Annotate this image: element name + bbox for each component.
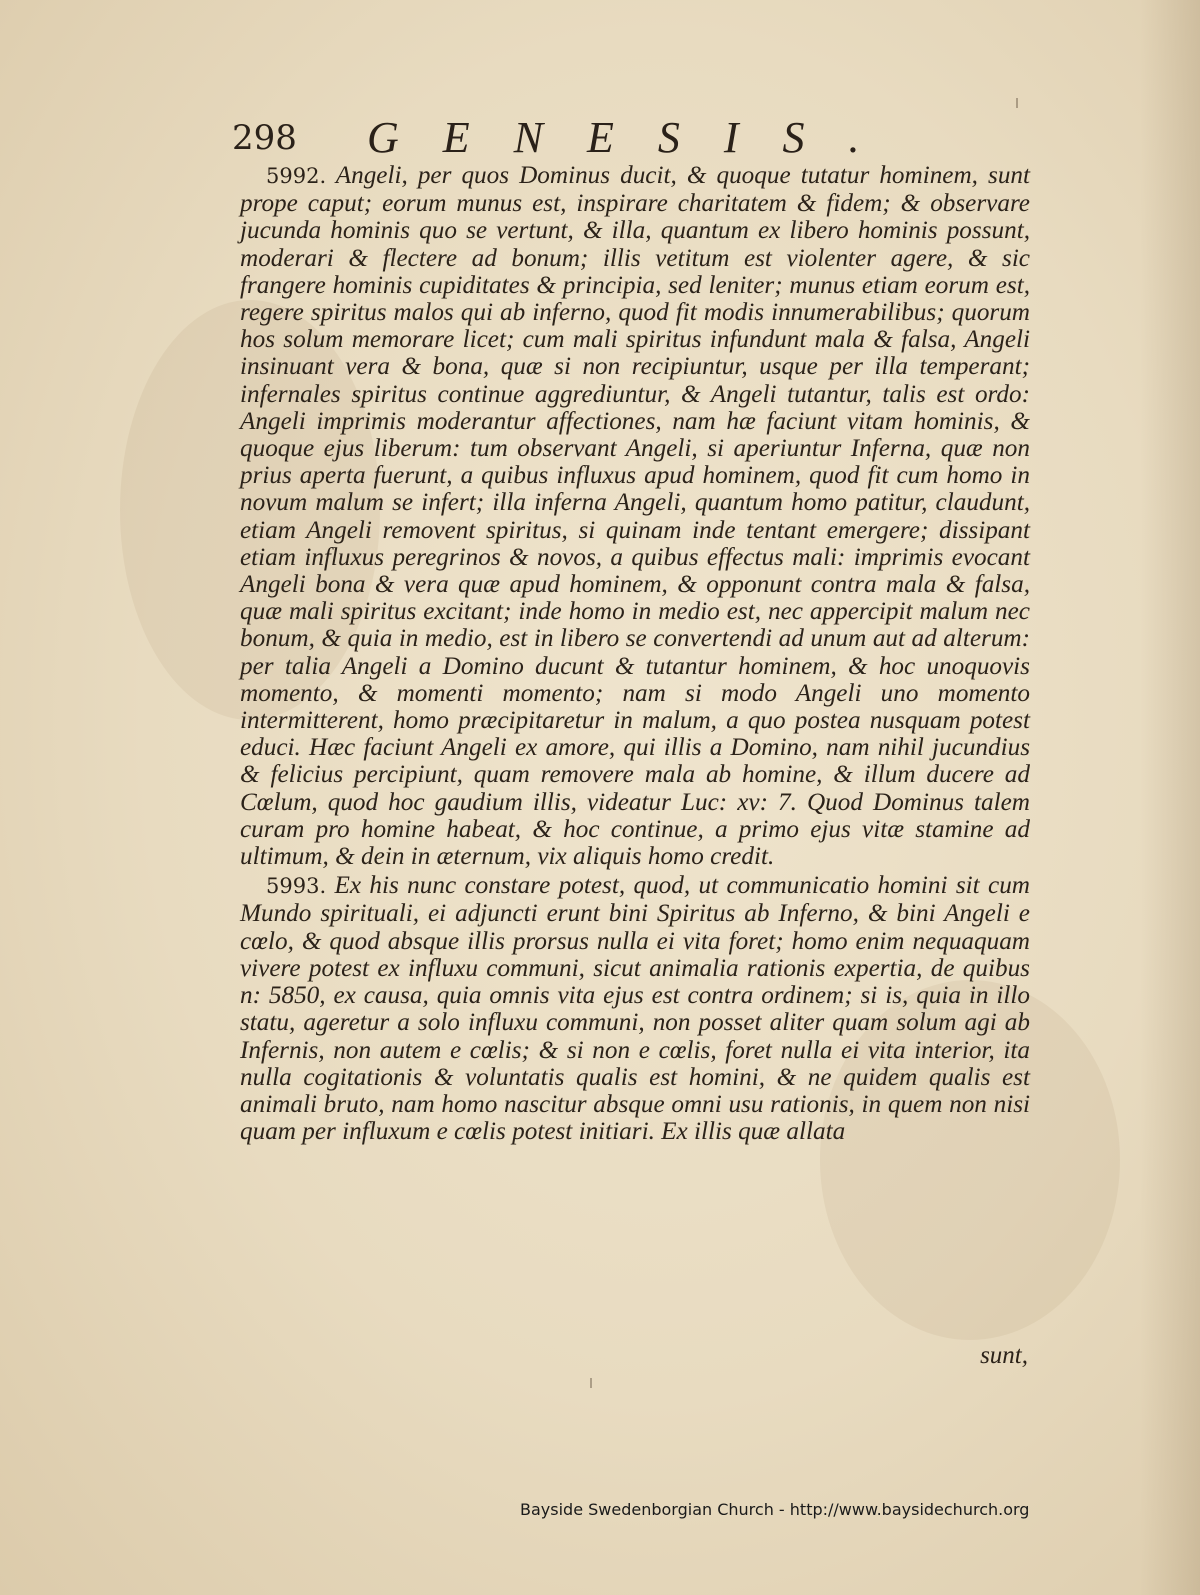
paragraph-text: Angeli, per quos Dominus ducit, & quoque tutatur hominem, sunt prope caput; eorum munus est, inspirare charitatem & fidem; & observare jucunda hominis quo se vertunt, & illa, quantum ex libero hominis possunt, moderari & flectere ad bonum; illis vetitum est violenter agere, & sic frangere hominis cupiditates & principia, sed leniter; munus etiam eorum est, regere spiritus malos qui ab inferno, quod fit modis innumerabilibus; quorum hos solum memorare licet; cum mali spiritus infundunt mala & falsa, Angeli insinuant vera & bona, quæ si non recipiuntur, usque per illa temperant; infernales spiritus continue aggrediuntur, & Angeli tutantur, talis est ordo: Angeli imprimis moderantur affectiones, nam hæ faciunt vitam hominis, & quoque ejus liberum: tum observant Angeli, si aperiuntur Inferna, quæ non prius aperta fuerunt, a quibus influxus apud hominem, quod fit cum homo in novum malum se infert; illa inferna Angeli, quantum homo patitur, claudunt, etiam Angeli removent spiritus, si quinam inde tentant emergere; dissipant etiam influxus peregrinos & novos, a quibus effectus mali: imprimis evocant Angeli bona & vera quæ apud hominem, & opponunt contra mala & falsa, quæ mali spiritus excitant; inde homo in medio est, nec appercipit malum nec bonum, & quia in medio, est in libero se convertendi ad unum aut ad alterum: per talia Angeli a Domino ducunt & tutantur hominem, & hoc unoquovis momento, & momenti momento; nam si modo Angeli uno momento intermitterent, homo præcipitaretur in malum, a quo postea nusquam potest educi. Hæc faciunt Angeli ex amore, qui illis a Domino, nam nihil jucundius & felicius percipiunt, quam removere mala ab homine, & illum ducere ad Cœlum, quod hoc gaudium illis, videatur Luc: xv: 7. Quod Dominus talem curam pro homine habeat, & hoc continue, a primo ejus vitæ stamine ad ultimum, & dein in æternum, vix aliquis homo credit. <box>240 162 1031 871</box>
source-credit: Bayside Swedenborgian Church - http://www.baysidechurch.org <box>520 1500 1030 1519</box>
book-title: GENESIS. <box>367 113 904 162</box>
ink-speck <box>590 1378 592 1388</box>
body-text <box>240 162 1030 1145</box>
spine-shadow <box>1140 0 1200 1595</box>
paragraph-number: 5992. <box>266 164 327 188</box>
page-number: 298 <box>232 118 297 158</box>
running-head <box>232 112 932 162</box>
ink-speck <box>1016 98 1018 108</box>
paragraph-number: 5993. <box>266 874 327 899</box>
paragraph-5992 <box>240 162 1030 870</box>
paragraph-5993 <box>240 872 1030 1145</box>
paragraph-text: Ex his nunc constare potest, quod, ut communicatio homini sit cum Mundo spirituali, ei adjuncti erunt bini Spiritus ab Inferno, & bini Angeli e cœlo, & quod absque illis prorsus nulla ei vita foret; homo enim nequaquam vivere potest ex influxu communi, sicut animalia rationis expertia, de quibus n: 5850, ex causa, quia omnis vita ejus est contra ordinem; si is, quia in illo statu, ageretur a solo influxu communi, non posset aliter quam solum agi ab Infernis, non autem e cœlis; & si non e cœlis, foret nulla ei vita interior, ita nulla cogitationis & voluntatis qualis est homini, & ne quidem qualis est animali bruto, nam homo nascitur absque omni usu rationis, in quem non nisi quam per influxum e cœlis potest initiari. Ex illis quæ allata <box>240 872 1031 1146</box>
catchword: sunt, <box>980 1342 1028 1369</box>
